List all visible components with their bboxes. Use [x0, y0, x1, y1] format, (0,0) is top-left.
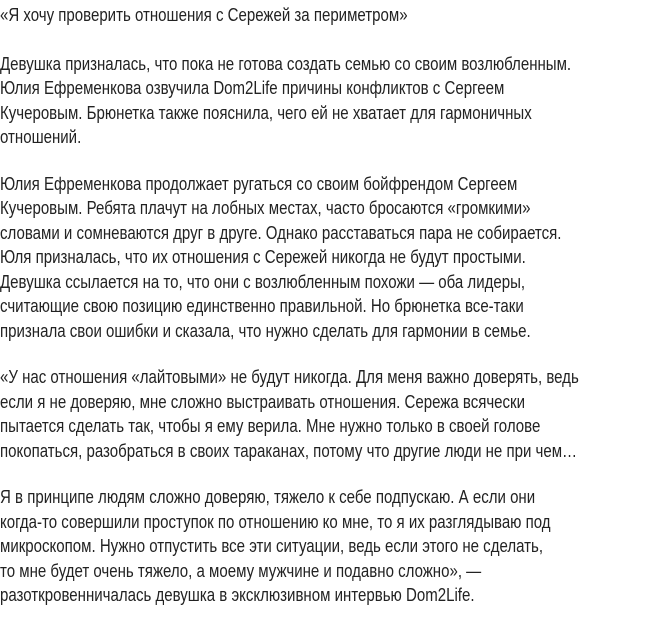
text-line: Кучеровым. Брюнетка также пояснила, чего ей не хватает для гармоничных [0, 102, 532, 123]
text-line: покопаться, разобраться в своих тараканах, потому что другие люди не при чем… [0, 440, 578, 461]
text-line: Юлия Ефременкова продолжает ругаться со своим бойфрендом Сергеем [0, 173, 518, 194]
text-line: признала свои ошибки и сказала, что нужно сделать для гармонии в семье. [0, 320, 531, 341]
text-line: разоткровенничалась девушка в эксклюзивном интервью Dom2Life. [0, 585, 475, 605]
paragraph-quote-1 [0, 365, 668, 463]
text-line: словами и сомневаются друг в друге. Однако расставаться пара не собирается. [0, 222, 562, 243]
text-line: Юлия Ефременкова озвучила Dom2Life причины конфликтов с Сергеем [0, 78, 505, 98]
text-line: Я в принципе людям сложно доверяю, тяжело к себе подпускаю. А если они [0, 487, 536, 507]
text-line: Девушка призналась, что пока не готова создать семью со своим возлюбленным. [0, 53, 572, 74]
paragraph-quote-2 [0, 485, 668, 608]
article-title: «Я хочу проверить отношения с Сережей за периметром» [0, 5, 408, 25]
text-line: когда-то совершили проступок по отношению ко мне, то я их разглядываю под [0, 511, 551, 532]
text-line: «У нас отношения «лайтовыми» не будут никогда. Для меня важно доверять, ведь [0, 367, 579, 387]
text-line: считающие свою позицию единственно правильной. Но брюнетка все-таки [0, 296, 524, 316]
paragraph-body [0, 172, 668, 344]
text-line: если я не доверяю, мне сложно выстраивать отношения. Сережа всячески [0, 391, 526, 412]
text-line: то мне будет очень тяжело, а моему мужчине и подавно сложно», — [0, 560, 482, 581]
text-line: отношений. [0, 127, 82, 147]
paragraph-intro [0, 52, 668, 150]
text-line: Девушка ссылается на то, что они с возлюбленным похожи — оба лидеры, [0, 271, 526, 292]
text-line: пытается сделать так, чтобы я ему верила. Мне нужно только в своей голове [0, 416, 541, 436]
text-line: Кучеровым. Ребята плачут на лобных местах, часто бросаются «громкими» [0, 198, 531, 218]
text-line: микроскопом. Нужно отпустить все эти ситуации, ведь если этого не сделать, [0, 536, 544, 556]
article [0, 3, 668, 630]
text-line: Юля призналась, что их отношения с Сережей никогда не будут простыми. [0, 247, 526, 267]
